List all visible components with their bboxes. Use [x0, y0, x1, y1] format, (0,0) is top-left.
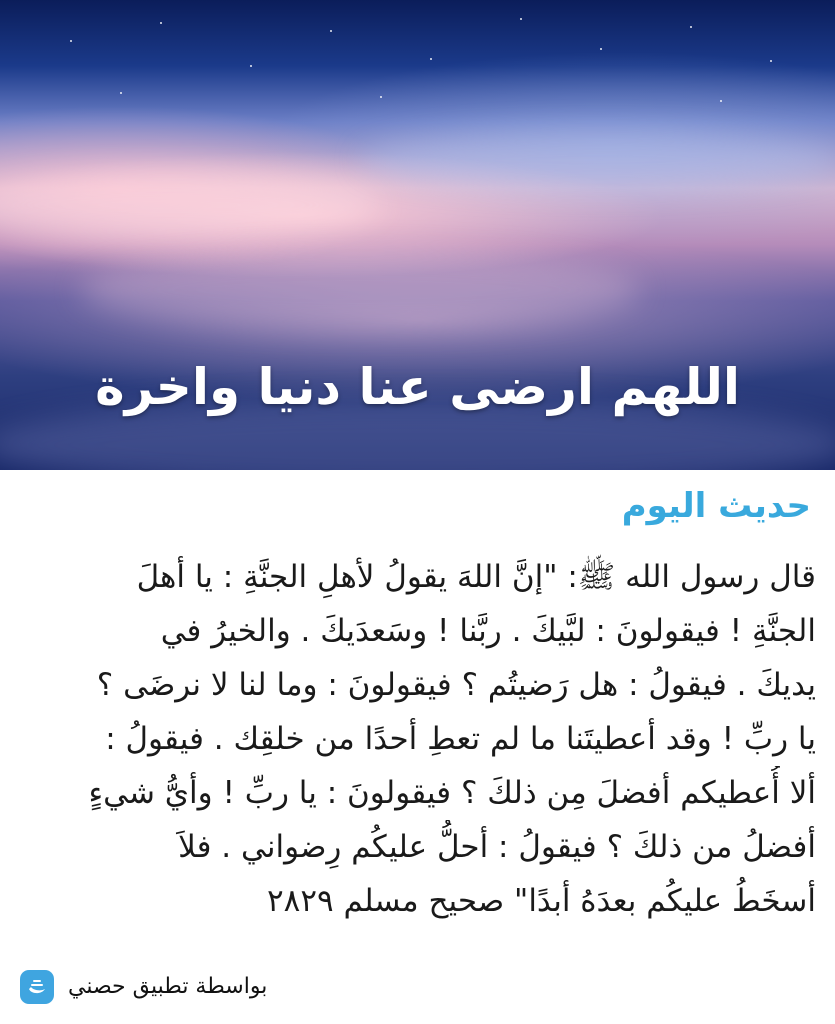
hadith-text	[16, 550, 816, 928]
hadith-line: يا ربِّ ! وقد أعطيتَنا ما لم تعطِ أحدًا من خلقِك . فيقولُ :	[105, 721, 816, 757]
hadith-line: أفضلُ من ذلكَ ؟ فيقولُ : أحلُّ عليكُم رِضواني . فلاَ	[178, 829, 816, 865]
sky-background-image	[0, 0, 835, 470]
cloud-shape	[360, 130, 835, 190]
star-dot	[600, 48, 602, 50]
star-dot	[330, 30, 332, 32]
app-attribution	[20, 967, 267, 1007]
star-dot	[120, 92, 122, 94]
attribution-text: بواسطة تطبيق حصني	[68, 974, 268, 999]
cloud-shape	[0, 170, 380, 240]
star-dot	[250, 65, 252, 67]
hadith-line: ألا أُعطيكم أفضلَ مِن ذلكَ ؟ فيقولونَ : يا ربِّ ! وأيُّ شيءٍ	[88, 775, 816, 811]
star-dot	[720, 100, 722, 102]
section-title: حديث اليوم	[621, 486, 811, 526]
hadith-line: يديكَ . فيقولُ : هل رَضيتُم ؟ فيقولونَ : وما لنا لا نرضَى ؟	[96, 667, 816, 703]
hero-title: اللهم ارضى عنا دنيا واخرة	[95, 358, 740, 416]
crescent-logo-icon	[25, 975, 49, 999]
star-dot	[430, 58, 432, 60]
star-dot	[520, 18, 522, 20]
star-dot	[160, 22, 162, 24]
star-dot	[690, 26, 692, 28]
cloud-shape	[80, 250, 640, 330]
star-dot	[70, 40, 72, 42]
hisni-app-icon	[20, 970, 54, 1004]
star-dot	[380, 96, 382, 98]
star-dot	[770, 60, 772, 62]
hadith-line: قال رسول الله ﷺ: "إنَّ اللهَ يقولُ لأهلِ الجنَّةِ : يا أهلَ	[136, 559, 816, 595]
hadith-panel	[0, 470, 835, 1024]
hadith-line: الجنَّةِ ! فيقولونَ : لبَّيكَ . ربَّنا ! وسَعدَيكَ . والخيرُ في	[160, 613, 816, 649]
hadith-line: أسخَطُ عليكُم بعدَهُ أبدًا" صحيح مسلم ٢٨٢٩	[267, 883, 816, 919]
